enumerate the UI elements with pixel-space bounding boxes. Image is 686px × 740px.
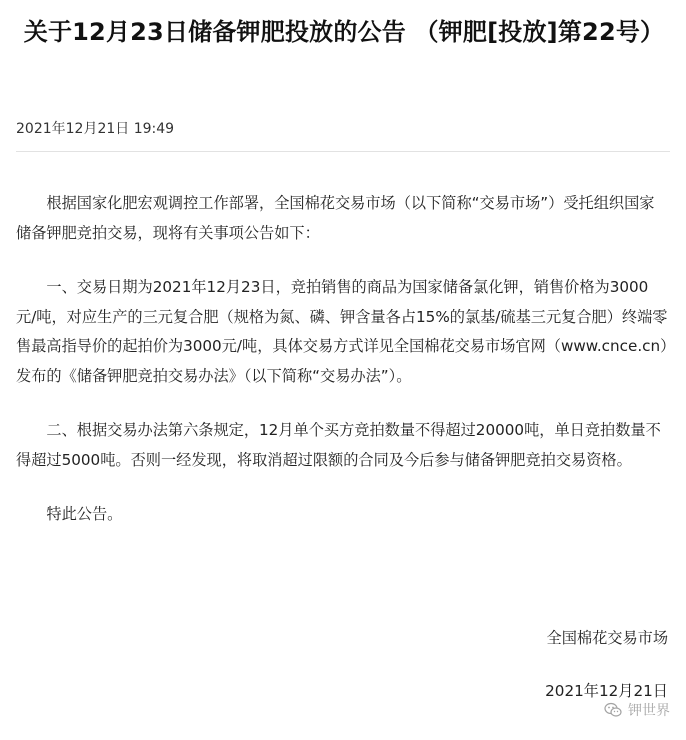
paragraph-item-2: 二、根据交易办法第六条规定，12月单个买方竞拍数量不得超过20000吨，单日竞拍数量不得超过5000吨。否则一经发现，将取消超过限额的合同及今后参与储备钾肥竞拍交易资格。 bbox=[16, 421, 661, 469]
wechat-icon bbox=[604, 702, 622, 718]
article-body bbox=[16, 189, 668, 555]
paragraph-item-1: 一、交易日期为2021年12月23日，竞拍销售的商品为国家储备氯化钾，销售价格为3000元/吨，对应生产的三元复合肥（规格为氮、磷、钾含量各占15%的氯基/硫基三元复合肥）终端零售最高指导价的起拍价为3000元/吨，具体交易方式详见全国棉花交易市场官网（www.cnce.cn）发布的《储备钾肥竞拍交易办法》（以下简称“交易办法”）。 bbox=[16, 278, 668, 385]
paragraph-intro: 根据国家化肥宏观调控工作部署，全国棉花交易市场（以下简称“交易市场”）受托组织国家储备钾肥竞拍交易，现将有关事项公告如下： bbox=[16, 194, 655, 242]
watermark-text: 钾世界 bbox=[628, 703, 670, 719]
signature-date: 2021年12月21日 bbox=[545, 682, 668, 700]
divider bbox=[16, 151, 670, 152]
signature-organization: 全国棉花交易市场 bbox=[546, 629, 668, 647]
article-title: 关于12月23日储备钾肥投放的公告 （钾肥[投放]第22号） bbox=[23, 18, 665, 46]
publish-date: 2021年12月21日 19:49 bbox=[16, 121, 175, 137]
paragraph-closing: 特此公告。 bbox=[46, 505, 123, 523]
watermark bbox=[604, 700, 670, 720]
